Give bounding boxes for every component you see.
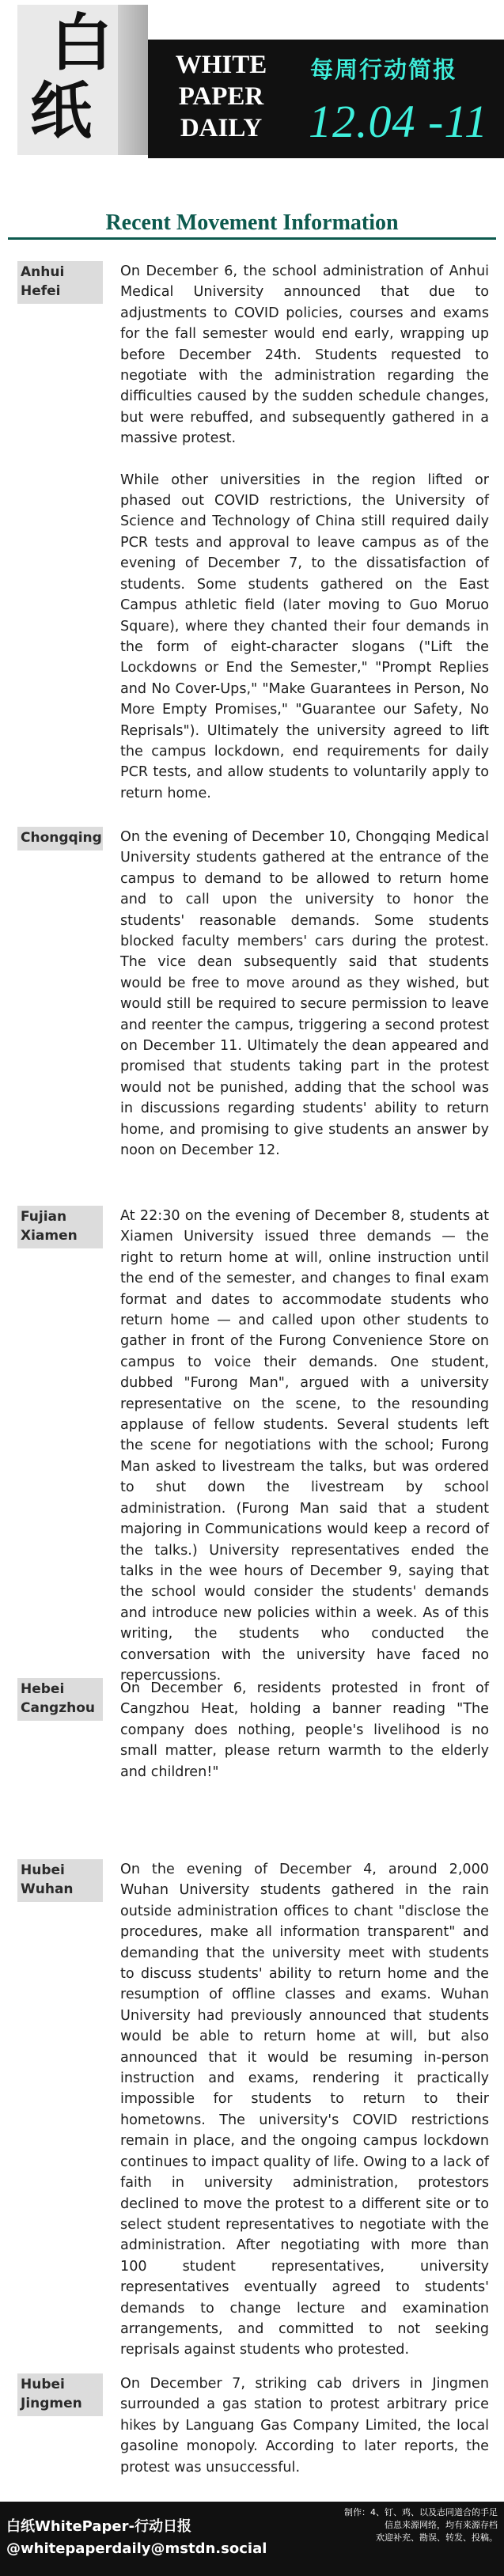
- location-city: Xiamen: [21, 1228, 78, 1244]
- location-province: Chongqing: [21, 830, 102, 846]
- footer-handles: [6, 2516, 267, 2560]
- entry-body: [120, 1206, 489, 1686]
- title-line-white: WHITE: [175, 51, 267, 79]
- entry-paragraph: On December 6, the school administration of Anhui Medical University announced that due to adjustments to COVID policies, courses and exams for the fall semester would end early, wrapping up before December 24th. Students requested to negotiate with the administration regarding the difficulties caused by the sudden schedule changes, but were rebuffed, and subsequently gathered in a massive protest.: [120, 263, 489, 447]
- footer-social-handle[interactable]: @whitepaperdaily@mstdn.social: [6, 2540, 267, 2557]
- entry-paragraph: On the evening of December 4, around 2,000 Wuhan University students gathered in the rain outside administration offices to chant "disclose the procedures, make all information transparent" and demanding that the university meet with students to discuss students' ability to return home and the resumption of offline classes and exams. Wuhan University had previously announced that students would be able to return home at will, but also announced that it would be resuming in-person instruction and exams, rendering it practically impossible for students to return to their hometowns. The university's COVID restrictions remain in place, and the ongoing campus lockdown continues to impact quality of life. Owing to a lack of faith in university administration, protestors declined to move the protest to a different site or to select student representatives to negotiate with the administration. After negotiating with more than 100 student representatives, university representatives eventually agreed to students' demands to change lecture and examination arrangements, and committed to not seeking reprisals against students who protested.: [120, 1862, 489, 2358]
- entry-paragraph: On December 7, striking cab drivers in Jingmen surrounded a gas station to protest arbitrary price hikes by Languang Gas Company Limited, the local gasoline monopoly. According to later reports, the protest was unsuccessful.: [120, 2376, 489, 2476]
- entry-body: [120, 1678, 489, 1782]
- location-tag: [17, 1859, 103, 1902]
- entry-paragraph: On December 6, residents protested in front of Cangzhou Heat, holding a banner reading "The company does nothing, people's livelihood is no small matter, please return warmth to the elderly and children!": [120, 1680, 489, 1780]
- entry-body: [120, 827, 489, 1161]
- logo-shade: [118, 5, 148, 155]
- footer-channel-name: 白纸WhitePaper-行动日报: [6, 2518, 191, 2535]
- logo-char-zhi: 纸: [30, 75, 93, 147]
- location-province: Fujian: [21, 1209, 67, 1225]
- issue-date-range: 12.04 -11: [309, 96, 489, 147]
- title-line-paper: PAPER: [178, 82, 264, 111]
- entry-paragraph: While other universities in the region lifted or phased out COVID restrictions, the University of Science and Technology of China still required daily PCR tests and approval to leave campus as of the evening of December 7, to the dissatisfaction of students. Some students gathered on the East Campus athletic field (later moving to Guo Moruo Square), where they chanted their four demands in the form of eight-character slogans ("Lift the Lockdowns or End the Semester," "Prompt Replies and No Cover-Ups," "Make Guarantees in Person, No More Empty Promises," "Guarantee our Safety, No Reprisals"). Ultimately the university agreed to lift the campus lockdown, end requirements for daily PCR tests, and allow students to voluntarily apply to return home.: [120, 472, 489, 801]
- footer: [0, 2502, 504, 2576]
- section-title: Recent Movement Information: [105, 210, 399, 235]
- location-city: Cangzhou: [21, 1700, 95, 1716]
- location-tag: [17, 1678, 103, 1721]
- location-city: Wuhan: [21, 1881, 74, 1897]
- entry-body: [120, 1859, 489, 2361]
- location-tag: [17, 827, 103, 850]
- credits-line: 信息来源网络，均有来源存档: [385, 2520, 498, 2530]
- location-province: Hubei: [21, 2377, 65, 2392]
- entry-body: [120, 261, 489, 804]
- location-province: Anhui: [21, 264, 65, 280]
- weekly-briefing-subtitle: 每周行动简报: [310, 56, 458, 83]
- entry-body: [120, 2373, 489, 2478]
- location-city: Hefei: [21, 283, 61, 299]
- location-province: Hubei: [21, 1862, 65, 1878]
- title-line-daily: DAILY: [180, 114, 263, 142]
- location-tag: [17, 261, 103, 304]
- footer-credits: [275, 2506, 498, 2544]
- location-city: Jingmen: [21, 2396, 82, 2411]
- masthead: [0, 0, 504, 162]
- logo-char-bai: 白: [51, 7, 113, 79]
- credits-line: 欢迎补充、勘误、转发、投稿。: [376, 2532, 498, 2543]
- location-tag: [17, 2373, 103, 2416]
- location-tag: [17, 1206, 103, 1248]
- credits-line: 制作：4、钉、鸡、以及志同道合的手足: [344, 2507, 498, 2517]
- entry-paragraph: At 22:30 on the evening of December 8, students at Xiamen University issued three demands — the right to return home at will, online instruction until the end of the semester, and changes to final exam format and dates to accommodate students who return home — and called upon other students to gather in front of the Furong Convenience Store on campus to voice their demands. One student, dubbed "Furong Man", argued with a university representative on the scene, to the resounding applause of fellow students. Several students left the scene for negotiations with the school; Furong Man asked to livestream the talks, but was ordered to shut down the livestream by school administration. (Furong Man said that a student majoring in Communications would keep a record of the talks.) University representatives ended the talks in the wee hours of December 9, saying that the school would consider the students' demands and introduce new policies within a week. As of this writing, the students who conducted the conversation with the university have faced no repercussions.: [120, 1208, 489, 1684]
- masthead-issue-box: [294, 40, 504, 158]
- section-divider: [8, 237, 496, 240]
- masthead-title: [148, 40, 294, 158]
- location-province: Hebei: [21, 1681, 65, 1697]
- entry-paragraph: On the evening of December 10, Chongqing Medical University students gathered at the entrance of the campus to demand to be allowed to return home and to call upon the university to honor the students' reasonable demands. Some students blocked faculty members' cars during the protest. The vice dean subsequently said that students would be free to move around as they wished, but would still be required to secure permission to leave and reenter the campus, triggering a second protest on December 11. Ultimately the dean appeared and promised that students taking part in the protest would not be punished, adding that the school was in discussions regarding students' ability to return home, and promising to give students an answer by noon on December 12.: [120, 829, 489, 1159]
- white-paper-logo: [17, 5, 148, 155]
